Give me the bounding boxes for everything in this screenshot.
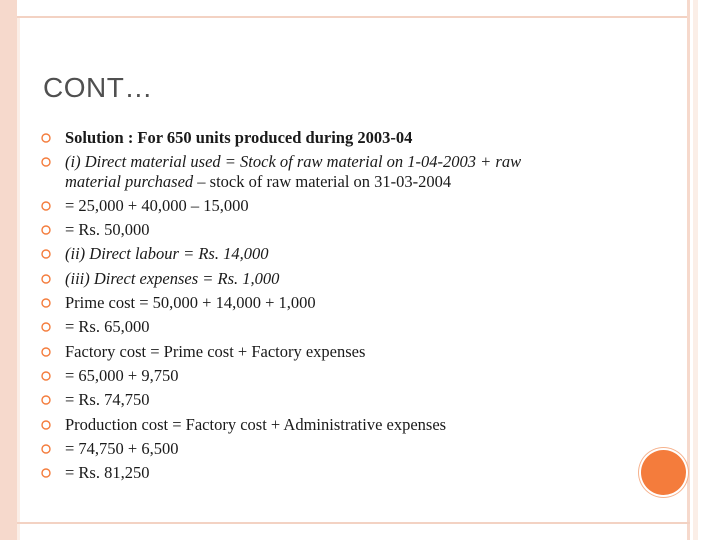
circle-bullet-icon [40,443,52,455]
list-item-text: (i) Direct material used = Stock of raw material on 1-04-2003 + raw [65,152,522,172]
list-item [40,242,640,266]
circle-bullet-icon [40,132,52,144]
list-item [40,413,640,437]
bullet-list [40,126,640,485]
decorative-orange-circle [641,450,686,495]
list-item-text: = Rs. 50,000 [65,220,150,240]
list-item-text: = Rs. 74,750 [65,390,150,410]
right-border-line [687,0,690,540]
list-item [40,291,640,315]
list-item-text: = 74,750 + 6,500 [65,438,179,458]
left-border-inner-band [17,0,20,540]
circle-bullet-icon [40,321,52,333]
list-item-text: = Rs. 65,000 [65,317,150,337]
list-item [40,150,640,194]
circle-bullet-icon [40,297,52,309]
list-item [40,364,640,388]
circle-bullet-icon [40,419,52,431]
list-item-text-continued [65,170,640,194]
circle-bullet-icon [40,370,52,382]
circle-bullet-icon [40,200,52,212]
list-item-text: Solution : For 650 units produced during 2003-04 [65,128,413,147]
list-item [40,267,640,291]
list-item [40,388,640,412]
list-item [40,340,640,364]
list-item [40,194,640,218]
list-item-text: (iii) Direct expenses = Rs. 1,000 [65,268,280,288]
top-border-line [17,0,690,18]
list-item-text: Factory cost = Prime cost + Factory expenses [65,341,366,361]
list-item [40,218,640,242]
right-border-inner-band [693,0,698,540]
slide-title: CONT… [43,72,153,103]
list-item [40,126,640,150]
bottom-border-line [17,522,690,540]
list-item [40,461,640,485]
circle-bullet-icon [40,248,52,260]
circle-bullet-icon [40,346,52,358]
list-item-text: = Rs. 81,250 [65,463,150,483]
list-item [40,437,640,461]
list-item-text-continued-rest: – stock of raw material on 31-03-2004 [193,171,452,191]
circle-bullet-icon [40,156,52,168]
list-item-text: (ii) Direct labour = Rs. 14,000 [65,244,269,264]
list-item [40,315,640,339]
circle-bullet-icon [40,273,52,285]
list-item-text-continued-italic: material purchased [65,171,194,191]
list-item-text: = 25,000 + 40,000 – 15,000 [65,195,249,215]
list-item-text: Production cost = Factory cost + Administrative expenses [65,414,447,434]
left-border-band [0,0,17,540]
circle-bullet-icon [40,467,52,479]
list-item-text: Prime cost = 50,000 + 14,000 + 1,000 [65,293,316,313]
circle-bullet-icon [40,394,52,406]
list-item-text: = 65,000 + 9,750 [65,365,179,385]
circle-bullet-icon [40,224,52,236]
